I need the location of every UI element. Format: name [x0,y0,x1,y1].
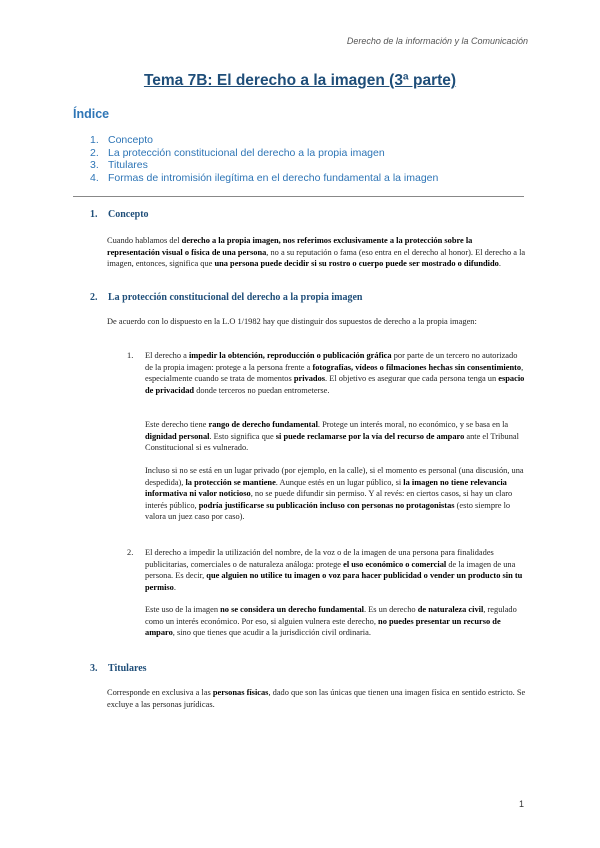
page-number: 1 [518,799,524,809]
list-number: 1. [127,351,134,360]
section-heading-concepto: 1. Concepto [90,209,149,220]
index-item[interactable]: 4. Formas de intromisión ilegítima en el derecho fundamental a la imagen [90,171,439,184]
index-heading: Índice [73,107,110,121]
index-item[interactable]: 2. La protección constitucional del derecho a la propia imagen [90,146,385,159]
titulares-paragraph: Corresponde en exclusiva a las personas físicas, dado que son las únicas que tienen una imagen física en sentido estricto. Se excluye a las personas jurídicas. [107,688,526,709]
list-number: 2. [127,548,134,557]
item1-paragraph-2: Este derecho tiene rango de derecho fundamental. Protege un interés moral, no económico, y se basa en la dignidad personal. Esto significa que si puede reclamarse por la vía del recurso de amparo ante el Tribunal Constitucional si es vulnerado. [145,420,519,453]
running-header: Derecho de la información y la Comunicación [346,36,528,46]
index-item[interactable]: 1. Concepto [90,134,153,146]
item1-paragraph-3: Incluso si no se está en un lugar privado (por ejemplo, en la calle), si el momento es personal (una discusión, una despedida), la protección se mantiene. Aunque estés en un lugar público, si la imagen no tiene relevancia informativa ni valor noticioso, no se puede difundir sin permiso. Y al revés: en ciertos casos, si hay un claro interés público, podría justificarse su publicación incluso con personas no protagonistas (esto siempre lo valora un juez caso por caso). [145,466,524,522]
concepto-paragraph: Cuando hablamos del derecho a la propia imagen, nos referimos exclusivamente a la protección sobre la representación visual o física de una persona, no a su reputación o fama (eso entra en el derecho al honor). El derecho a la imagen, entonces, significa que una persona puede decidir si su rostro o cuerpo puede ser mostrado o difundido. [107,236,526,269]
section-divider [73,196,524,197]
section-heading-titulares: 3. Titulares [90,663,147,674]
index-item[interactable]: 3. Titulares [90,159,148,171]
item1-paragraph-1: El derecho a impedir la obtención, reproducción o publicación gráfica por parte de un tercero no autorizado de la propia imagen: protege a la persona frente a fotografías, vídeos o filmaciones hechas sin consentimiento, especialmente cuando se trata de momentos privados. El objetivo es asegurar que cada persona tenga un espacio de privacidad donde terceros no puedan entrometerse. [145,351,525,395]
proteccion-intro: De acuerdo con lo dispuesto en la L.O 1/1982 hay que distinguir dos supuestos de derecho a la propia imagen: [107,317,477,326]
section-heading-proteccion: 2. La protección constitucional del derecho a la propia imagen [90,292,363,303]
item2-paragraph-2: Este uso de la imagen no se considera un derecho fundamental. Es un derecho de naturaleza civil, regulado como un interés económico. Por eso, si alguien vulnera este derecho, no puedes presentar un recurso de amparo, sino que tienes que acudir a la jurisdicción civil ordinaria. [145,605,517,638]
page-title: Tema 7B: El derecho a la imagen (3ª parte) [143,72,457,89]
item2-paragraph-1: El derecho a impedir la utilización del nombre, de la voz o de la imagen de una persona para finalidades publicitarias, comerciales o de naturaleza análoga: protege el uso económico o comercial de la imagen de una persona. Es decir, que alguien no utilice tu imagen o voz para hacer publicidad o vender un producto sin tu permiso. [145,548,523,592]
index-list [90,134,438,184]
